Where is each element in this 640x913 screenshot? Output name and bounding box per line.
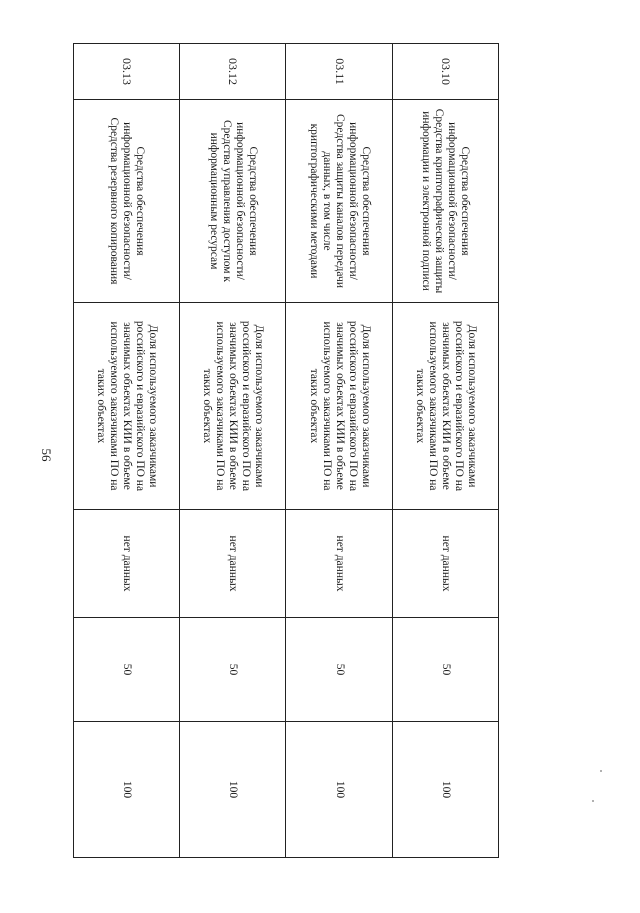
row-target-1: 50 [74, 618, 180, 722]
row-target-2: 100 [392, 722, 498, 858]
row-indicator: Доля используемого заказчиками российского и евразийского ПО на значимых объектах КИИ в объеме используемого заказчиками ПО на таких объектах [392, 303, 498, 510]
row-code: 03.11 [286, 44, 392, 100]
row-indicator: Доля используемого заказчиками российского и евразийского ПО на значимых объектах КИИ в объеме используемого заказчиками ПО на таких объектах [74, 303, 180, 510]
table-row [180, 44, 286, 858]
scan-speck [592, 800, 594, 802]
row-target-2: 100 [74, 722, 180, 858]
row-target-2: 100 [286, 722, 392, 858]
data-table [73, 43, 499, 858]
row-name: Средства обеспечения информационной безопасности/Средства криптографической защиты информации и электронной подписи [392, 100, 498, 303]
row-baseline: нет данных [180, 510, 286, 618]
row-name: Средства обеспечения информационной безопасности/Средства защиты каналов передачи данных, в том числе криптографическими методами [286, 100, 392, 303]
row-target-1: 50 [392, 618, 498, 722]
scan-speck [600, 770, 602, 772]
row-baseline: нет данных [74, 510, 180, 618]
table-container [73, 43, 499, 857]
row-code: 03.10 [392, 44, 498, 100]
row-indicator: Доля используемого заказчиками российского и евразийского ПО на значимых объектах КИИ в объеме используемого заказчиками ПО на таких объектах [180, 303, 286, 510]
page-number: 56 [39, 448, 54, 462]
row-baseline: нет данных [286, 510, 392, 618]
row-target-2: 100 [180, 722, 286, 858]
row-code: 03.12 [180, 44, 286, 100]
row-target-1: 50 [180, 618, 286, 722]
row-indicator: Доля используемого заказчиками российского и евразийского ПО на значимых объектах КИИ в объеме используемого заказчиками ПО на таких объектах [286, 303, 392, 510]
table-row [392, 44, 498, 858]
row-name: Средства обеспечения информационной безопасности/ Средства управления доступом к информационным ресурсам [180, 100, 286, 303]
table-row [74, 44, 180, 858]
row-name: Средства обеспечения информационной безопасности/Средства резервного копирования [74, 100, 180, 303]
table-row [286, 44, 392, 858]
row-baseline: нет данных [392, 510, 498, 618]
row-code: 03.13 [74, 44, 180, 100]
row-target-1: 50 [286, 618, 392, 722]
